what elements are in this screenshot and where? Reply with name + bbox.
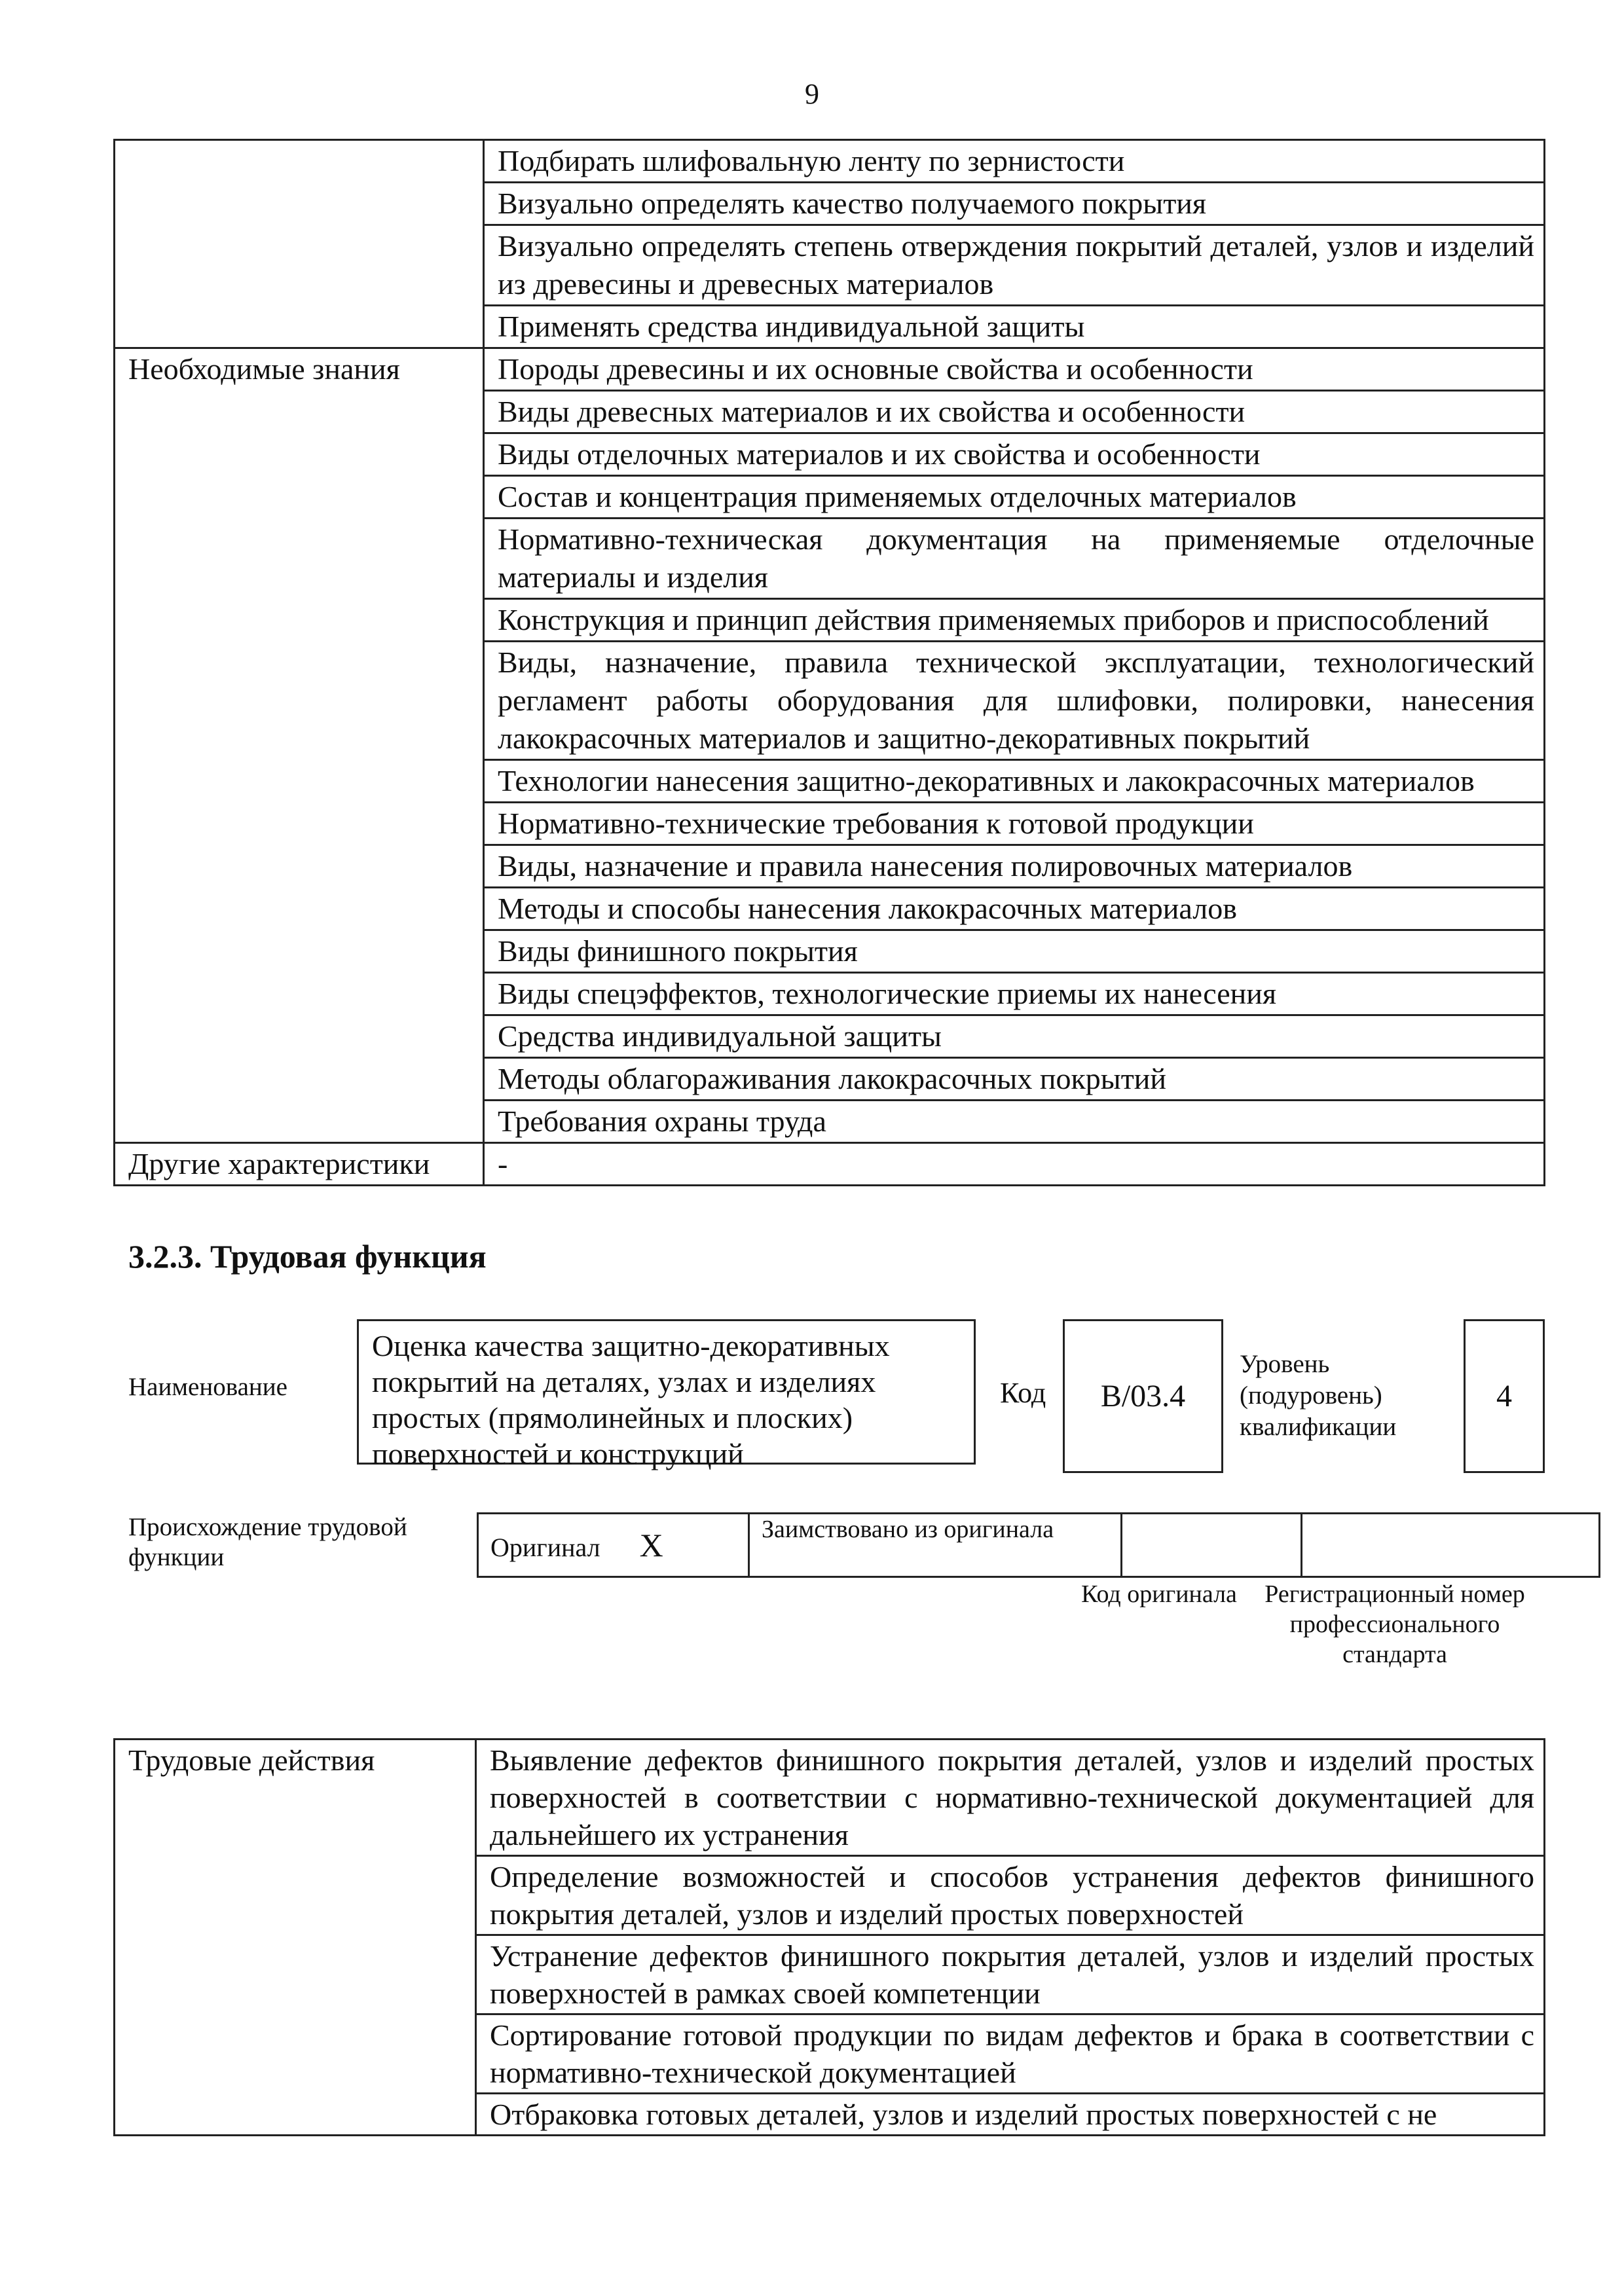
original-cell [478, 1514, 749, 1577]
borrowed-cell: Заимствовано из оригинала [749, 1514, 1122, 1577]
original-code-caption: Код оригинала [1081, 1580, 1237, 1608]
code-label: Код [1000, 1377, 1046, 1409]
page-number: 9 [805, 78, 819, 110]
section-heading: 3.2.3. Трудовая функция [128, 1238, 487, 1275]
row-content: Средства индивидуальной защиты [484, 1015, 1545, 1058]
row-content: Виды финишного покрытия [484, 930, 1545, 973]
row-content: Виды, назначение, правила технической эксплуатации, технологический регламент работы оборудования для шлифовки, полировки, нанесения лакокрасочных материалов и защитно-декоративных покрытий [484, 642, 1545, 760]
row-content: Методы и способы нанесения лакокрасочных материалов [484, 888, 1545, 930]
row-label: Другие характеристики [115, 1143, 484, 1186]
code-box [1063, 1319, 1223, 1473]
origin-label [128, 1512, 456, 1573]
row-content: Отбраковка готовых деталей, узлов и изделий простых поверхностей с не [476, 2094, 1545, 2136]
qualification-level-box [1464, 1319, 1545, 1473]
function-name-box: Оценка качества защитно-декоративных покрытий на деталях, узлах и изделиях простых (прямолинейных и плоских) поверхностей и конструкций [357, 1319, 976, 1465]
skill-row [115, 140, 1545, 183]
code-value: В/03.4 [1100, 1379, 1186, 1413]
row-content: Подбирать шлифовальную ленту по зернистости [484, 140, 1545, 183]
row-content: Визуально определять качество получаемого покрытия [484, 183, 1545, 225]
row-content: Состав и концентрация применяемых отделочных материалов [484, 476, 1545, 519]
row-content: Виды древесных материалов и их свойства и особенности [484, 391, 1545, 433]
registration-number-caption: Регистрационный номер профессионального стандарта [1264, 1580, 1525, 1668]
name-label: Наименование [128, 1373, 287, 1401]
original-label: Оригинал [490, 1533, 600, 1562]
original-code-cell [1122, 1514, 1302, 1577]
origin-label-text: Происхождение трудовой функции [128, 1513, 407, 1571]
row-content: Виды, назначение и правила нанесения полировочных материалов [484, 845, 1545, 888]
qualification-level-label [1240, 1349, 1436, 1443]
row-content: Методы облагораживания лакокрасочных покрытий [484, 1058, 1545, 1101]
row-content: Визуально определять степень отверждения покрытий деталей, узлов и изделий из древесины и древесных материалов [484, 225, 1545, 306]
row-content: Определение возможностей и способов устранения дефектов финишного покрытия деталей, узлов и изделий простых поверхностей [476, 1856, 1545, 1935]
row-content: Устранение дефектов финишного покрытия деталей, узлов и изделий простых поверхностей в рамках своей компетенции [476, 1935, 1545, 2014]
row-content: Нормативно-техническая документация на применяемые отделочные материалы и изделия [484, 519, 1545, 599]
origin-table [477, 1512, 1600, 1578]
row-content: Сортирование готовой продукции по видам дефектов и брака в соответствии с нормативно-технической документацией [476, 2014, 1545, 2094]
level-value: 4 [1496, 1379, 1512, 1413]
row-content: - [484, 1143, 1545, 1186]
row-content: Виды отделочных материалов и их свойства и особенности [484, 433, 1545, 476]
row-content: Требования охраны труда [484, 1101, 1545, 1143]
row-content: Породы древесины и их основные свойства и особенности [484, 348, 1545, 391]
labour-action-row [115, 1740, 1545, 1856]
knowledge-table [113, 139, 1545, 1186]
row-content: Конструкция и принцип действия применяемых приборов и приспособлений [484, 599, 1545, 642]
level-label-text: Уровень (подуровень) квалификации [1240, 1350, 1397, 1441]
row-content: Применять средства индивидуальной защиты [484, 306, 1545, 348]
row-content: Виды спецэффектов, технологические приемы их нанесения [484, 973, 1545, 1015]
row-content: Выявление дефектов финишного покрытия деталей, узлов и изделий простых поверхностей в соответствии с нормативно-технической документацией для дальнейшего их устранения [476, 1740, 1545, 1856]
labour-actions-table [113, 1738, 1545, 2136]
row-label: Необходимые знания [115, 348, 484, 1143]
knowledge-row [115, 348, 1545, 391]
row-content: Технологии нанесения защитно-декоративных и лакокрасочных материалов [484, 760, 1545, 803]
row-label [115, 140, 484, 348]
row-content: Нормативно-технические требования к готовой продукции [484, 803, 1545, 845]
original-mark: X [639, 1527, 663, 1563]
row-label: Трудовые действия [115, 1740, 476, 2136]
registration-number-cell [1302, 1514, 1600, 1577]
other-characteristics-row [115, 1143, 1545, 1186]
